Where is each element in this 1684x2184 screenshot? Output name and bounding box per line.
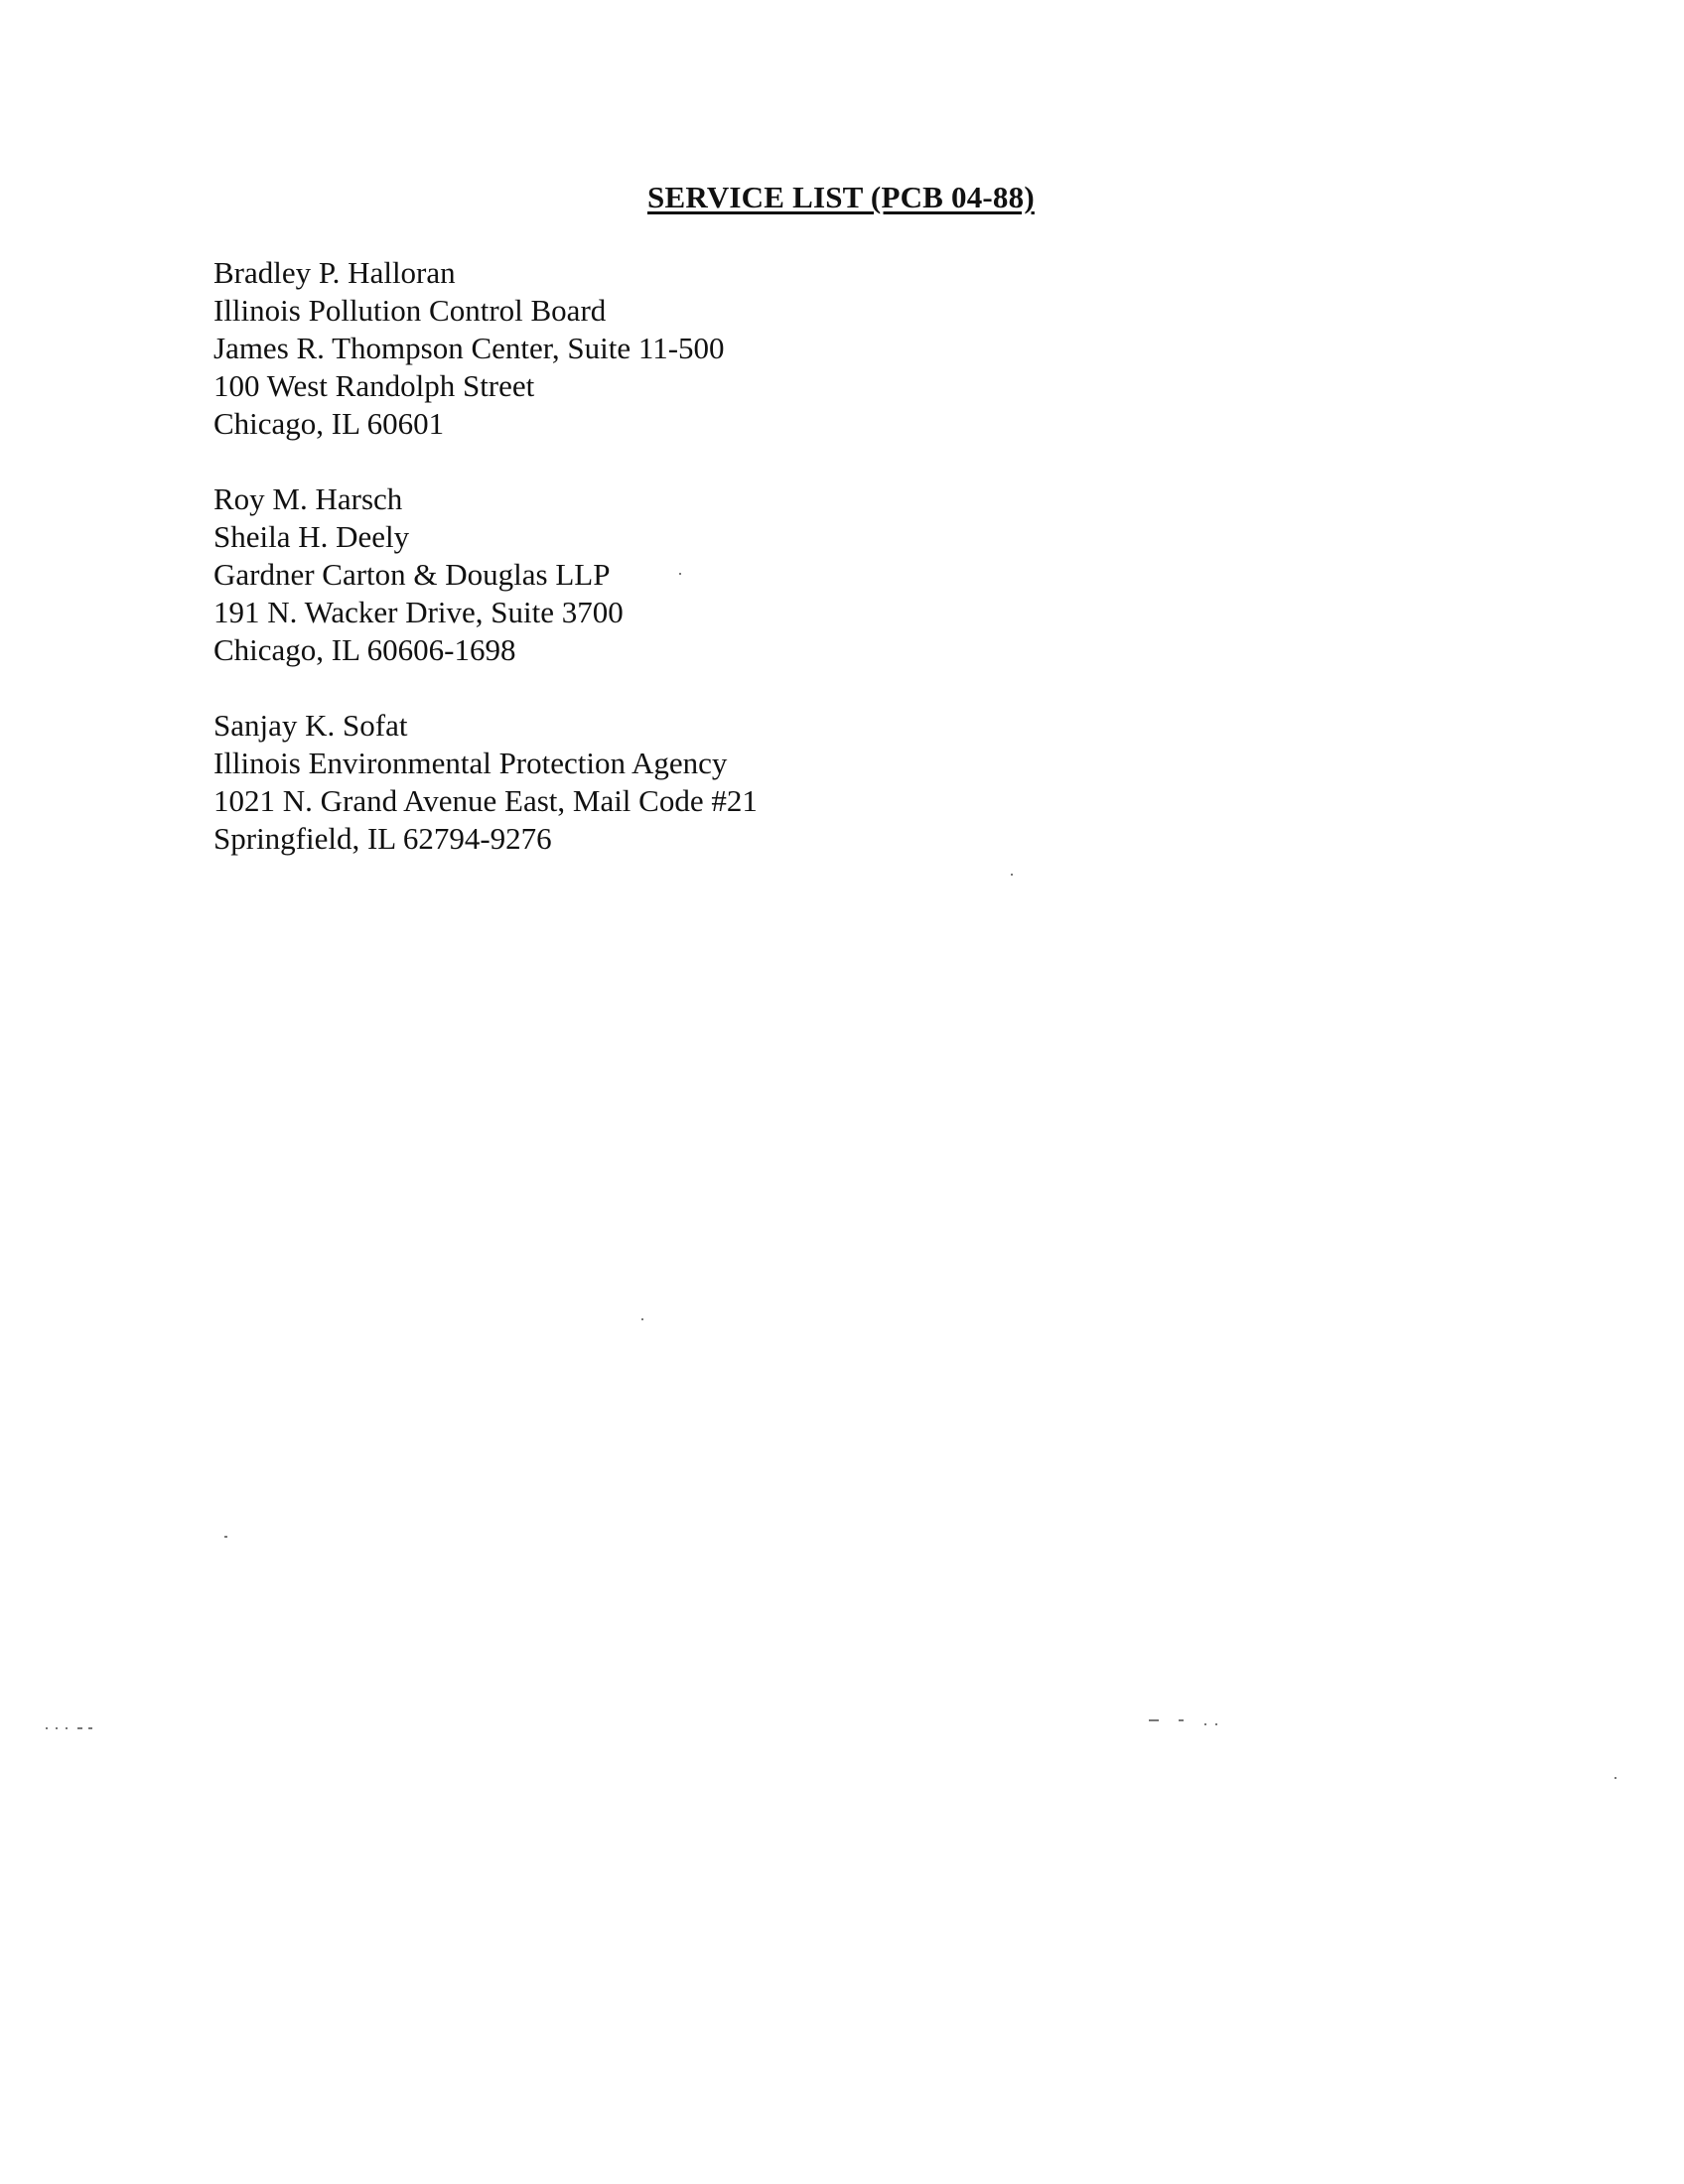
scan-artifact (1179, 1719, 1184, 1721)
scan-artifact (641, 1318, 643, 1320)
scan-artifact (56, 1727, 58, 1729)
recipient-name: Roy M. Harsch (213, 481, 403, 516)
recipient-name: Bradley P. Halloran (213, 255, 456, 290)
address-line: James R. Thompson Center, Suite 11-500 (213, 331, 725, 365)
city-state-zip: Springfield, IL 62794-9276 (213, 821, 552, 856)
recipient-address-block (213, 707, 1206, 858)
scan-artifact (88, 1727, 92, 1729)
recipient-name: Sheila H. Deely (213, 519, 410, 554)
scan-artifact (1149, 1719, 1159, 1721)
scan-artifact (1614, 1777, 1616, 1779)
scan-artifact (679, 573, 681, 575)
address-line: 100 West Randolph Street (213, 368, 535, 403)
recipient-organization: Gardner Carton & Douglas LLP (213, 557, 611, 592)
scan-artifact (224, 1536, 227, 1538)
recipient-organization: Illinois Pollution Control Board (213, 293, 607, 328)
scan-artifact (46, 1727, 48, 1729)
scan-artifact (1011, 874, 1013, 876)
scan-artifact (66, 1727, 68, 1729)
address-line: 191 N. Wacker Drive, Suite 3700 (213, 595, 624, 629)
recipient-name: Sanjay K. Sofat (213, 708, 408, 743)
city-state-zip: Chicago, IL 60606-1698 (213, 632, 516, 667)
recipient-organization: Illinois Environmental Protection Agency (213, 746, 728, 780)
city-state-zip: Chicago, IL 60601 (213, 406, 445, 441)
scan-artifact (1215, 1723, 1217, 1725)
scan-artifact (77, 1727, 82, 1729)
address-line: 1021 N. Grand Avenue East, Mail Code #21 (213, 783, 758, 818)
recipient-address-block (213, 480, 1206, 669)
service-list (213, 254, 1206, 895)
scan-artifact (1204, 1723, 1206, 1725)
page-title: SERVICE LIST (PCB 04-88) (647, 180, 1035, 214)
recipient-address-block (213, 254, 1206, 443)
